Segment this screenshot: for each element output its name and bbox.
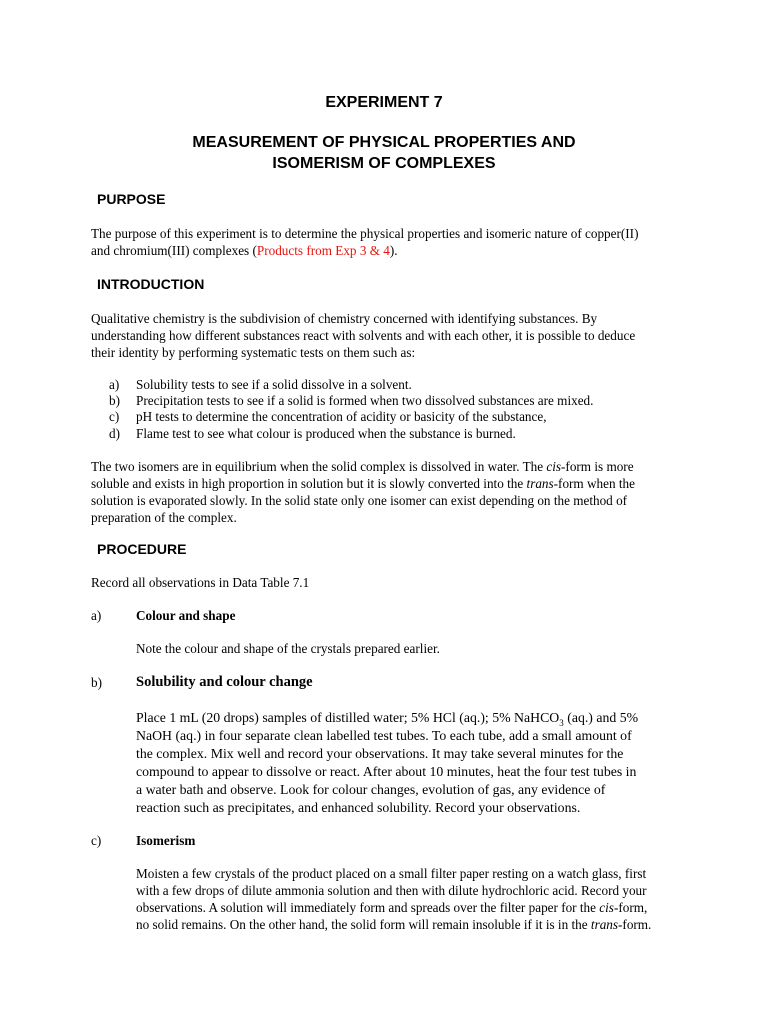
procedure-c-title: Isomerism [136,833,196,848]
experiment-title: EXPERIMENT 7 [325,94,443,111]
cis-term-2: cis [599,900,614,915]
cis-term: cis [546,459,562,474]
procedure-b-line4: compound to appear to dissolve or react. After about 10 minutes, heat the four test tubes in [136,764,637,779]
list-item-b-label: b) [109,393,120,408]
purpose-line2 [91,243,398,260]
para2-l2-pre: soluble and exists in high proportion in solution but it is slowly converted into the [91,476,527,491]
procedure-b-l1-post: (aq.) and 5% [563,710,639,725]
list-item-d-label: d) [109,426,120,441]
list-item-a-text: Solubility tests to see if a solid dissolve in a solvent. [136,377,412,392]
procedure-a-label: a) [91,608,102,623]
procedure-b-line3: the complex. Mix well and record your observations. It may take several minutes for the [136,746,624,761]
procedure-c-l3-post: -form, [613,900,648,915]
intro-para2-line1 [91,459,678,476]
trans-term: trans [526,476,554,491]
subscript-3: 3 [559,717,564,728]
procedure-b-line2: NaOH (aq.) in four separate clean labelled test tubes. To each tube, add a small amount of [136,728,632,743]
intro-para2-line2 [91,476,678,493]
list-item-a-label: a) [109,377,120,392]
procedure-c-line2: with a few drops of dilute ammonia solution and then with dilute hydrochloric acid. Record your [136,883,647,898]
procedure-a-title: Colour and shape [136,608,236,623]
main-title-line2: ISOMERISM OF COMPLEXES [272,155,496,172]
products-reference: Products from Exp 3 & 4 [256,243,390,258]
intro-para2-line3: solution is evaporated slowly. In the solid state only one isomer can exist depending on the method of [91,493,628,508]
list-item-b-text: Precipitation tests to see if a solid is formed when two dissolved substances are mixed. [136,393,594,408]
purpose-heading: PURPOSE [97,191,166,207]
intro-para1-line1: Qualitative chemistry is the subdivision of chemistry concerned with identifying substances. By [91,311,598,326]
purpose-line2-pre: and chromium(III) complexes ( [91,243,257,258]
intro-para1-line2: understanding how different substances react with solvents and with each other, it is possible to deduce [91,328,636,343]
procedure-b-l1-pre: Place 1 mL (20 drops) samples of distilled water; 5% HCl (aq.); 5% NaHCO [136,710,560,725]
procedure-b-line5: a water bath and observe. Look for colour changes, evolution of gas, any evidence of [136,782,606,797]
para2-l1-post: -form is more [561,459,634,474]
list-item-c-text: pH tests to determine the concentration of acidity or basicity of the substance, [136,409,547,424]
procedure-b-label: b) [91,675,102,690]
procedure-c-l3-pre: observations. A solution will immediately form and spreads over the filter paper for the [136,900,600,915]
para2-l2-post: -form when the [553,476,635,491]
procedure-b-title: Solubility and colour change [136,674,313,690]
procedure-c-l4-post: -form. [618,917,652,932]
procedure-heading: PROCEDURE [97,541,187,557]
introduction-heading: INTRODUCTION [97,276,205,292]
intro-para2-line4: preparation of the complex. [91,510,237,525]
intro-para1-line3: their identity by performing systematic tests on them such as: [91,345,416,360]
procedure-c-line1: Moisten a few crystals of the product placed on a small filter paper resting on a watch glass, first [136,866,647,881]
procedure-b-line6: reaction such as precipitates, and enhanced solubility. Record your observations. [136,800,581,815]
procedure-a-text: Note the colour and shape of the crystals prepared earlier. [136,641,440,656]
procedure-c-line3 [136,900,678,917]
list-item-d-text: Flame test to see what colour is produced when the substance is burned. [136,426,516,441]
purpose-line2-post: ). [389,243,398,258]
procedure-c-l4-pre: no solid remains. On the other hand, the solid form will remain insoluble if it is in the [136,917,591,932]
procedure-c-line4 [136,917,651,934]
para2-l1-pre: The two isomers are in equilibrium when the solid complex is dissolved in water. The [91,459,547,474]
procedure-intro: Record all observations in Data Table 7.1 [91,575,310,590]
trans-term-2: trans [590,917,619,932]
purpose-line1: The purpose of this experiment is to determine the physical properties and isomeric nature of copper(II) [91,226,639,241]
main-title-line1: MEASUREMENT OF PHYSICAL PROPERTIES AND [192,134,576,151]
procedure-c-label: c) [91,833,102,848]
list-item-c-label: c) [109,409,120,424]
